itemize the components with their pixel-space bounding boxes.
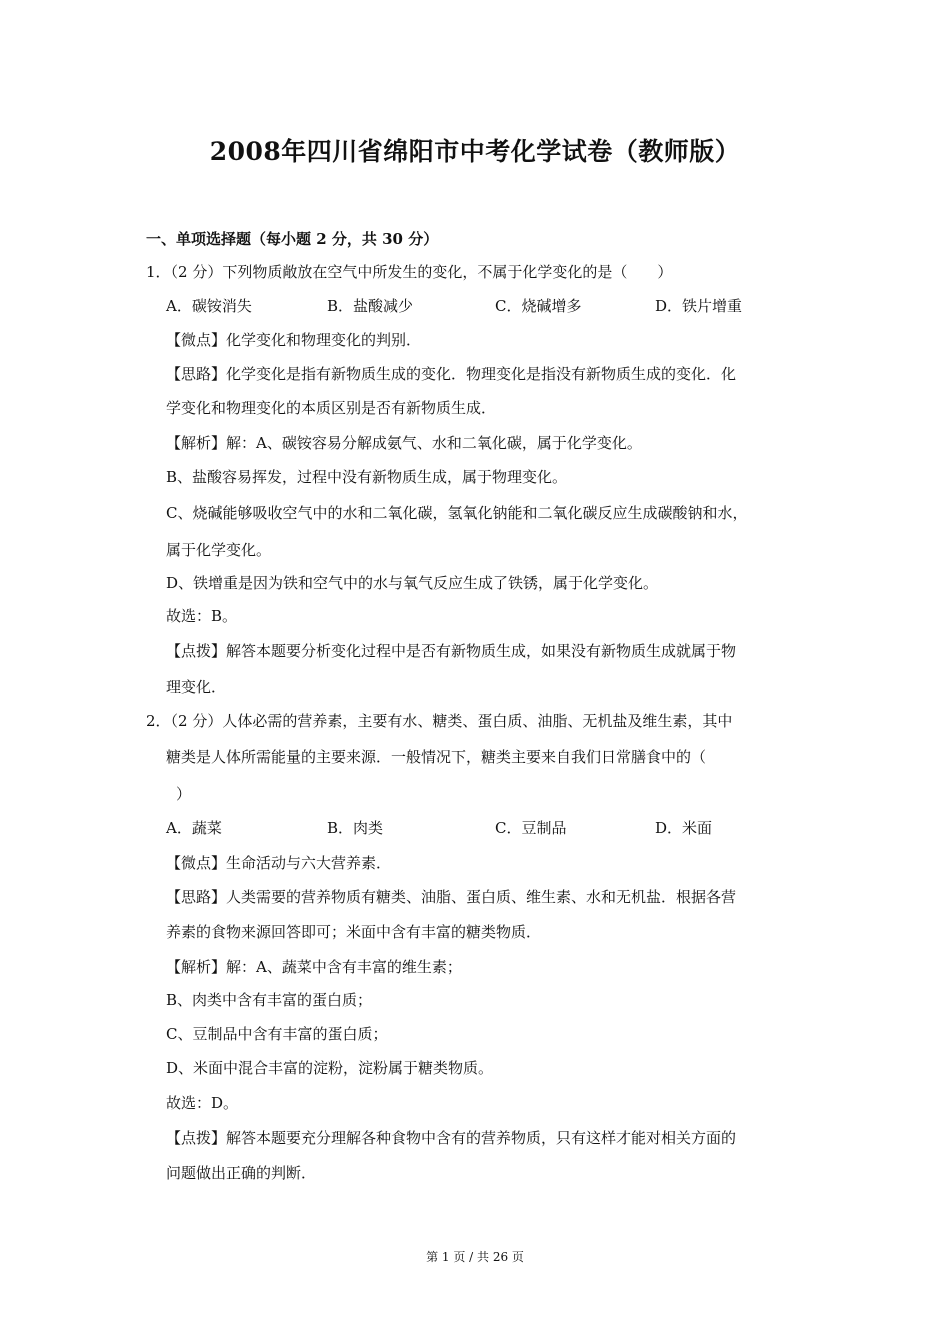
question-2-option-c: C．豆制品 — [495, 819, 567, 837]
question-1-solution-line: C、烧碱能够吸收空气中的水和二氧化碳，氢氧化钠能和二氧化碳反应生成碳酸钠和水， — [166, 504, 748, 522]
section-heading: 一、单项选择题（每小题 2 分，共 30 分） — [146, 230, 439, 248]
question-2-answer: 故选：D。 — [166, 1094, 239, 1112]
question-1-approach-line: 学变化和物理变化的本质区别是否有新物质生成． — [166, 399, 497, 417]
question-2-stem: ） — [176, 785, 192, 803]
question-1-option-b: B．盐酸减少 — [327, 297, 414, 315]
question-1-approach-line: 【思路】化学变化是指有新物质生成的变化．物理变化是指没有新物质生成的变化．化 — [166, 365, 737, 383]
page-footer: 第 1 页 / 共 26 页 — [426, 1250, 524, 1264]
question-2-option-a: A．蔬菜 — [166, 819, 222, 837]
question-2-solution-line: B、肉类中含有丰富的蛋白质； — [166, 991, 373, 1009]
question-1-option-a: A．碳铵消失 — [166, 297, 252, 315]
question-2-stem: 糖类是人体所需能量的主要来源．一般情况下，糖类主要来自我们日常膳食中的（ — [166, 748, 707, 766]
question-2-solution-line: 【解析】解：A、蔬菜中含有丰富的维生素； — [166, 958, 462, 976]
question-1-tip-line: 【点拨】解答本题要分析变化过程中是否有新物质生成，如果没有新物质生成就属于物 — [166, 642, 737, 660]
question-2-tip-line: 问题做出正确的判断． — [166, 1164, 317, 1182]
question-1-solution-line: D、铁增重是因为铁和空气中的水与氧气反应生成了铁锈，属于化学变化。 — [166, 574, 659, 592]
page-title: 2008年四川省绵阳市中考化学试卷（教师版） — [209, 137, 741, 166]
question-2-option-b: B．肉类 — [327, 819, 384, 837]
question-1-solution-line: B、盐酸容易挥发，过程中没有新物质生成，属于物理变化。 — [166, 468, 568, 486]
question-2-option-d: D．米面 — [655, 819, 713, 837]
question-1-stem: 1．（2 分）下列物质敞放在空气中所发生的变化，不属于化学变化的是（ ） — [146, 263, 673, 281]
question-2-approach-line: 养素的食物来源回答即可；米面中含有丰富的糖类物质． — [166, 923, 542, 941]
question-2-tip-line: 【点拨】解答本题要充分理解各种食物中含有的营养物质，只有这样才能对相关方面的 — [166, 1129, 737, 1147]
question-1-option-c: C．烧碱增多 — [495, 297, 582, 315]
question-2-approach-line: 【思路】人类需要的营养物质有糖类、油脂、蛋白质、维生素、水和无机盐．根据各营 — [166, 888, 737, 906]
question-2-solution-line: D、米面中混合丰富的淀粉，淀粉属于糖类物质。 — [166, 1059, 494, 1077]
question-2-knowledge-point: 【微点】生命活动与六大营养素． — [166, 854, 392, 872]
question-2-stem: 2．（2 分）人体必需的营养素，主要有水、糖类、蛋白质、油脂、无机盐及维生素，其中 — [146, 712, 733, 730]
question-1-knowledge-point: 【微点】化学变化和物理变化的判别． — [166, 331, 422, 349]
question-1-answer: 故选：B。 — [166, 607, 238, 625]
question-1-solution-line: 【解析】解：A、碳铵容易分解成氨气、水和二氧化碳，属于化学变化。 — [166, 434, 642, 452]
question-1-option-d: D．铁片增重 — [655, 297, 743, 315]
question-2-solution-line: C、豆制品中含有丰富的蛋白质； — [166, 1025, 388, 1043]
question-1-tip-line: 理变化． — [166, 678, 227, 696]
question-1-solution-line: 属于化学变化。 — [166, 541, 272, 559]
